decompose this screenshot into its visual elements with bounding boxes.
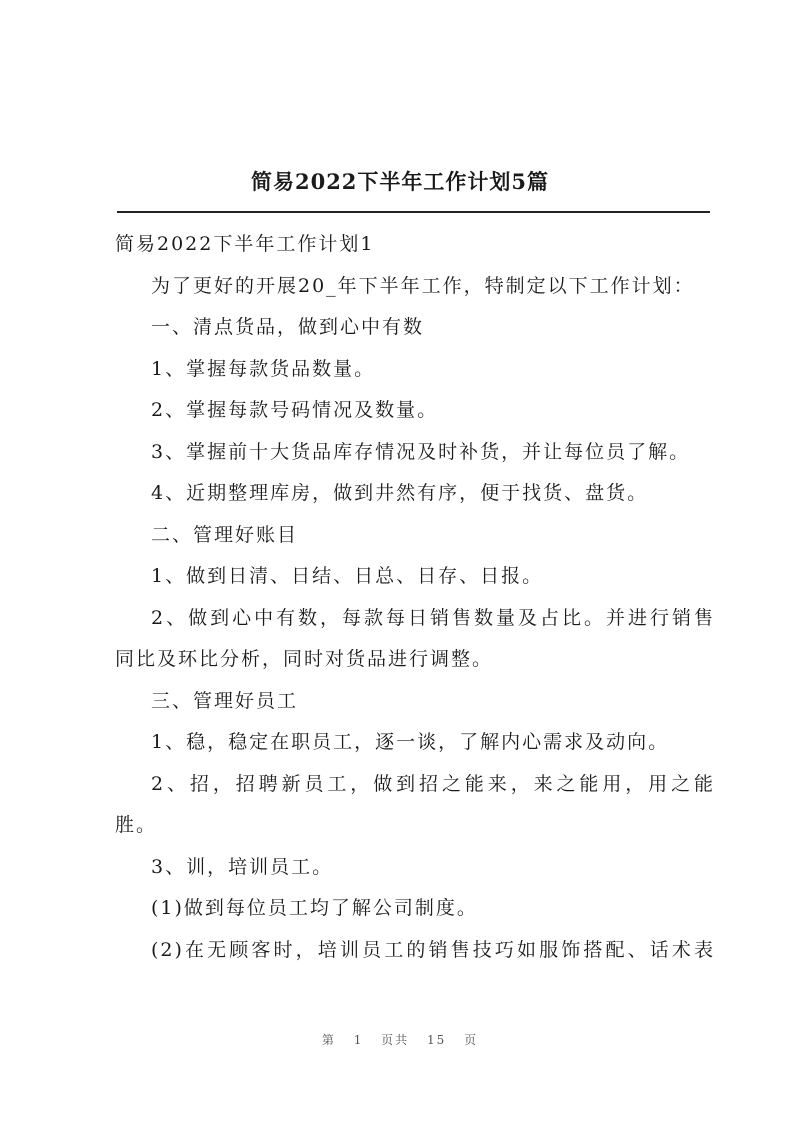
paragraph-line: 为了更好的开展20_年下半年工作，特制定以下工作计划： [151,274,695,297]
paragraph-line: 2、做到心中有数，每款每日销售数量及占比。并进行销售 [151,606,715,629]
paragraph-line: 同比及环比分析，同时对货品进行调整。 [115,648,494,670]
paragraph-line: 1、掌握每款货品数量。 [151,357,376,380]
paragraph-line: 2、招，招聘新员工，做到招之能来，来之能用，用之能 [151,772,715,795]
paragraph-line: 二、管理好账目 [151,523,299,546]
paragraph-line: 3、掌握前十大货品库存情况及时补货，并让每位员了解。 [151,440,691,463]
paragraph-line: 4、近期整理库房，做到井然有序，便于找货、盘货。 [151,482,649,504]
page-footer [0,1031,800,1048]
paragraph-line: 三、管理好员工 [151,689,299,712]
paragraph-line: 2、掌握每款号码情况及数量。 [151,399,439,421]
footer-suffix: 页 [464,1033,479,1047]
paragraph-line: 胜。 [115,814,158,836]
document-body [115,224,715,971]
paragraph-line: (2)在无顾客时，培训员工的销售技巧如服饰搭配、话术表 [151,938,715,961]
total-pages: 15 [427,1033,447,1047]
section-heading: 简易2022下半年工作计划1 [115,233,375,255]
title-divider [117,211,710,213]
footer-middle: 页共 [381,1033,410,1047]
document-title: 简易2022下半年工作计划5篇 [250,169,550,194]
paragraph-line: 一、清点货品，做到心中有数 [151,316,425,338]
paragraph-line: 3、训，培训员工。 [151,855,334,878]
footer-prefix: 第 [321,1033,336,1047]
paragraph-line: (1)做到每位员工均了解公司制度。 [151,897,478,919]
paragraph-line: 1、做到日清、日结、日总、日存、日报。 [151,565,544,587]
page-number: 1 [353,1033,364,1047]
paragraph-line: 1、稳，稳定在职员工，逐一谈，了解内心需求及动向。 [151,731,670,753]
